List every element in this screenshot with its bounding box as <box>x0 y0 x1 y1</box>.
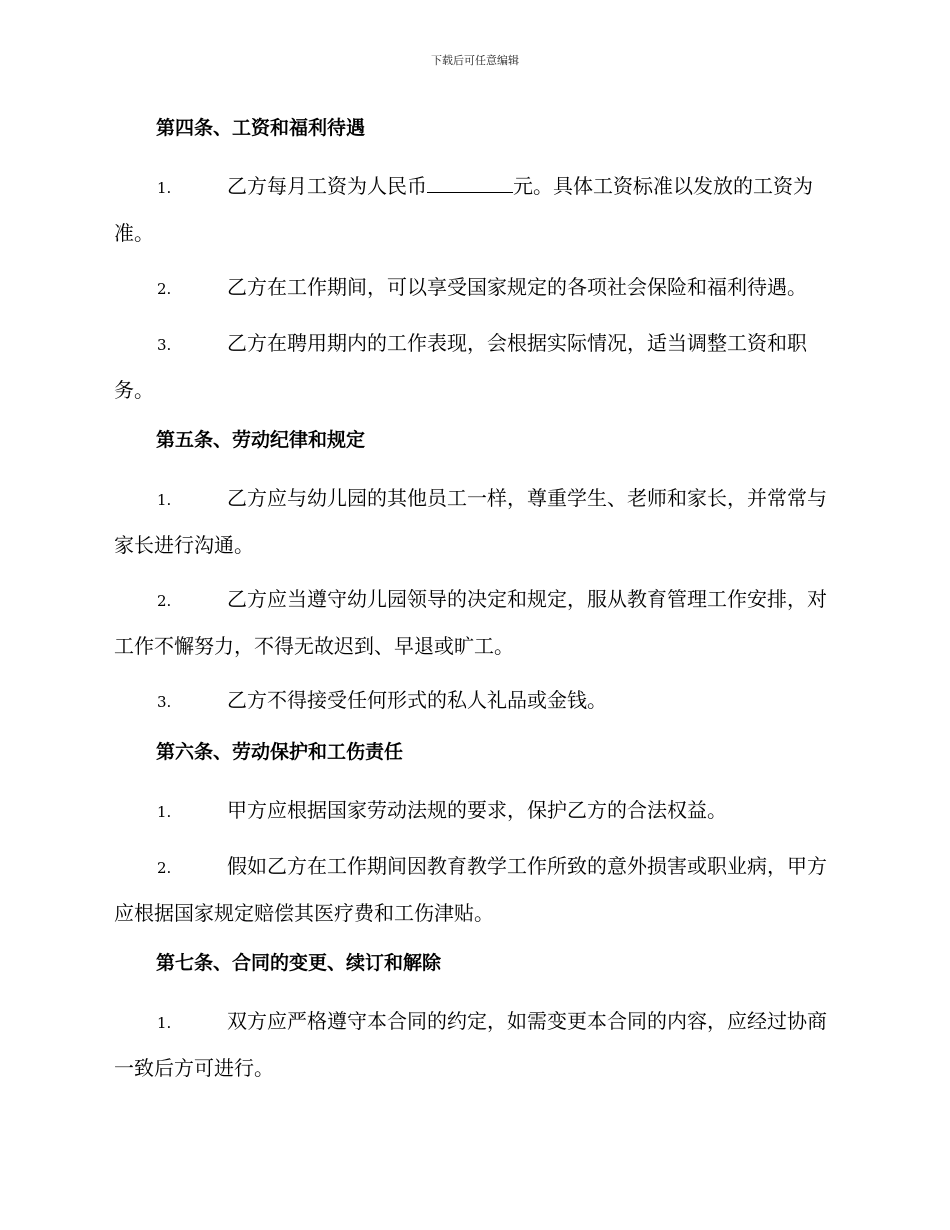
clause-text: 乙方在聘用期内的工作表现，会根据实际情况，适当调整工资和职务。 <box>114 331 807 402</box>
clause-number: 1. <box>157 1014 172 1032</box>
document-body <box>114 110 836 1100</box>
section-title-4: 第四条、工资和福利待遇 <box>156 117 366 139</box>
clause-4-2 <box>114 265 836 312</box>
clause-5-1 <box>114 476 836 568</box>
clause-number: 1. <box>157 491 172 509</box>
section-title-6: 第六条、劳动保护和工伤责任 <box>156 741 404 763</box>
clause-text: 甲方应根据国家劳动法规的要求，保护乙方的合法权益。 <box>227 798 727 822</box>
clause-5-2 <box>114 577 836 669</box>
clause-number: 3. <box>157 693 172 711</box>
clause-text-before-blank: 乙方每月工资为人民币 <box>227 174 427 198</box>
page-header: 下载后可任意编辑 <box>431 54 519 67</box>
clause-number: 1. <box>157 179 172 197</box>
clause-text: 假如乙方在工作期间因教育教学工作所致的意外损害或职业病，甲方应根据国家规定赔偿其医疗费和工伤津贴。 <box>114 854 827 925</box>
clause-text: 乙方应与幼儿园的其他员工一样，尊重学生、老师和家长，并常常与家长进行沟通。 <box>114 486 827 557</box>
clause-text: 乙方应当遵守幼儿园领导的决定和规定，服从教育管理工作安排，对工作不懈努力，不得无故迟到、早退或旷工。 <box>114 587 827 658</box>
clause-7-1 <box>114 999 836 1091</box>
clause-5-3 <box>114 678 836 725</box>
clause-6-2 <box>114 844 836 936</box>
section-title-7: 第七条、合同的变更、续订和解除 <box>156 952 442 974</box>
clause-number: 2. <box>157 280 172 298</box>
clause-text: 乙方在工作期间，可以享受国家规定的各项社会保险和福利待遇。 <box>227 275 807 299</box>
clause-number: 1. <box>157 803 172 821</box>
salary-blank-field <box>427 174 513 193</box>
clause-text: 乙方不得接受任何形式的私人礼品或金钱。 <box>227 688 607 712</box>
clause-6-1 <box>114 788 836 835</box>
clause-number: 3. <box>157 336 172 354</box>
clause-4-1 <box>114 164 836 256</box>
section-title-5: 第五条、劳动纪律和规定 <box>156 429 366 451</box>
clause-number: 2. <box>157 859 172 877</box>
clause-number: 2. <box>157 592 172 610</box>
clause-text: 双方应严格遵守本合同的约定，如需变更本合同的内容，应经过协商一致后方可进行。 <box>114 1009 827 1080</box>
clause-text-after-blank: 元。具体工资标准以发放的工资为准。 <box>114 174 813 245</box>
clause-4-3 <box>114 321 836 413</box>
